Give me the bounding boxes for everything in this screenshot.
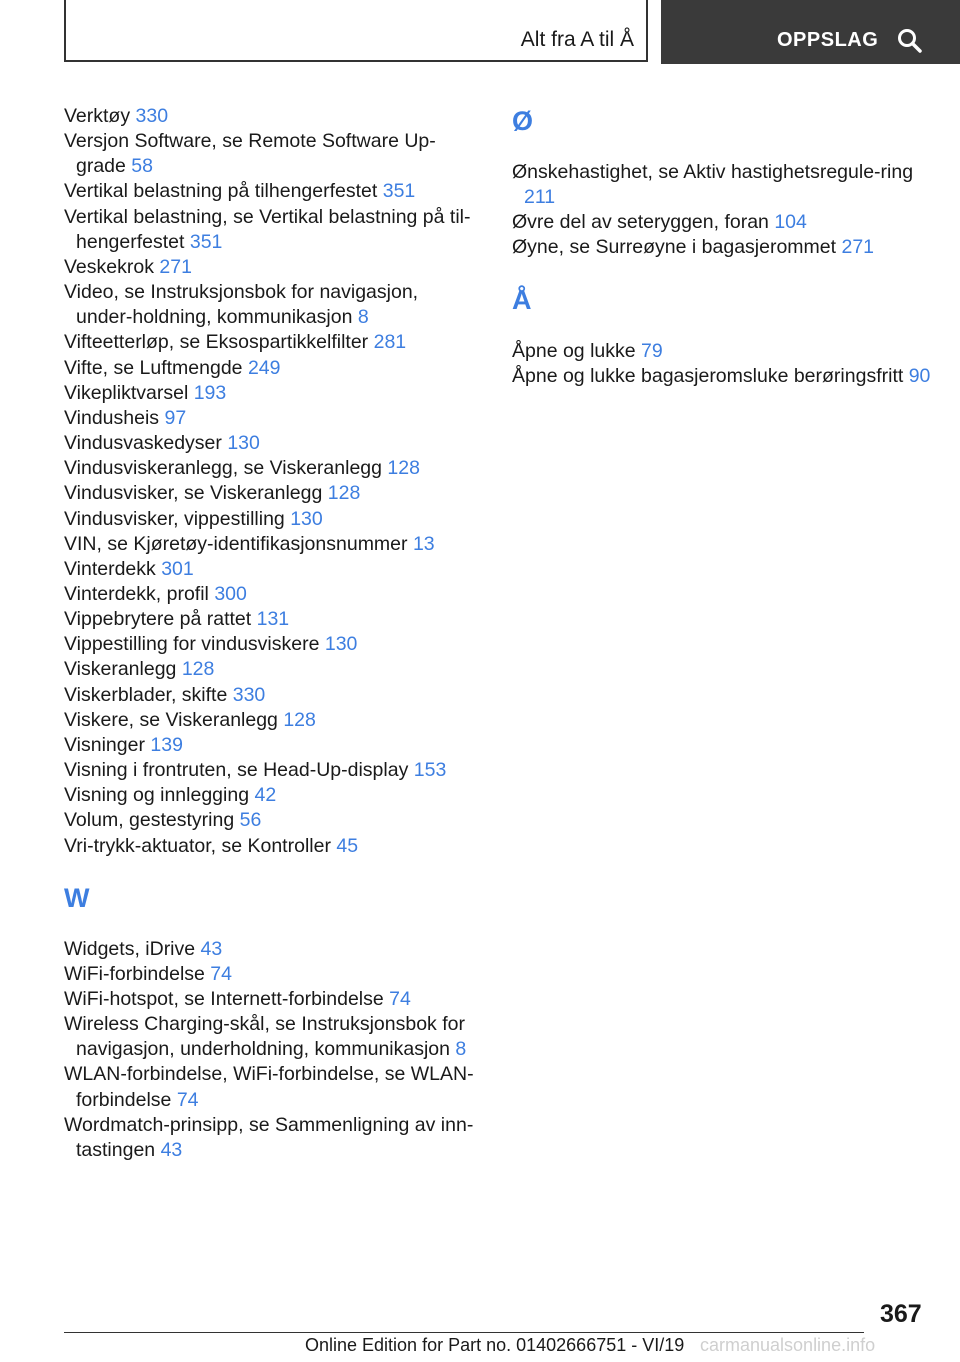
index-group-w (64, 937, 474, 1163)
page-link[interactable]: 74 (210, 962, 232, 985)
entry-term: Video, se Instruksjonsbok for navigasjon, under-holdning, kommunikasjon (64, 281, 419, 329)
page-link[interactable]: 193 (193, 381, 227, 404)
page-link[interactable]: 130 (227, 432, 260, 455)
page-link[interactable]: 74 (176, 1088, 199, 1111)
index-entry (512, 235, 942, 260)
page-link[interactable]: 8 (357, 306, 369, 329)
index-entry (64, 758, 474, 783)
page-link[interactable]: 79 (641, 339, 663, 362)
section-heading-oe: Ø (512, 106, 534, 136)
page-link[interactable]: 153 (413, 759, 447, 782)
entry-term: VIN, se Kjøretøy-identifikasjonsnummer (64, 532, 408, 555)
index-entry (64, 280, 474, 330)
page-link[interactable]: 43 (200, 937, 223, 960)
page-link[interactable]: 8 (455, 1038, 467, 1061)
index-entry (64, 987, 474, 1012)
entry-term: Versjon Software, se Remote Software Up-grade (64, 130, 436, 178)
page-link[interactable]: 42 (254, 784, 277, 807)
index-entry (64, 1062, 474, 1112)
page-link[interactable]: 104 (774, 211, 807, 234)
entry-term: Vippebrytere på rattet (64, 608, 252, 631)
index-entry (64, 431, 474, 456)
index-entry (64, 962, 474, 987)
index-entry (64, 481, 474, 506)
index-entry (64, 657, 474, 682)
entry-term: Viskerblader, skifte (64, 683, 228, 706)
page-link[interactable]: 128 (327, 482, 361, 505)
index-entry (64, 607, 474, 632)
entry-term: Vifteetterløp, se Eksospartikkelfilter (64, 331, 369, 354)
index-entry (64, 582, 474, 607)
index-entry (64, 356, 474, 381)
page-link[interactable]: 139 (150, 733, 183, 756)
index-entry (512, 160, 942, 210)
page-link[interactable]: 281 (373, 331, 407, 354)
index-group-aa (512, 339, 942, 389)
entry-term: Wordmatch-prinsipp, se Sammenligning av inn-tastingen (64, 1113, 474, 1161)
index-entry (64, 330, 474, 355)
page-link[interactable]: 58 (131, 155, 153, 178)
index-entry (64, 1012, 474, 1062)
entry-term: Visninger (64, 733, 145, 756)
entry-term: Viskeranlegg (64, 658, 177, 681)
index-entry (64, 381, 474, 406)
page-link[interactable]: 13 (412, 532, 435, 555)
entry-term: Vindusvisker, vippestilling (64, 507, 285, 530)
entry-term: Åpne og lukke bagasjeromsluke berøringsfritt (512, 364, 904, 387)
index-entry (64, 456, 474, 481)
index-entry (64, 632, 474, 657)
index-entry (64, 937, 474, 962)
entry-term: Visning i frontruten, se Head-Up-display (64, 759, 409, 782)
page-link[interactable]: 271 (841, 236, 875, 259)
index-entry (64, 783, 474, 808)
page-link[interactable]: 131 (256, 608, 290, 631)
page-link[interactable]: 351 (382, 180, 416, 203)
watermark: carmanualsonline.info (700, 1335, 876, 1355)
page-link[interactable]: 351 (189, 230, 223, 253)
index-entry (64, 808, 474, 833)
index-entry (64, 532, 474, 557)
index-entry (64, 507, 474, 532)
entry-term: Vertikal belastning på tilhengerfestet (64, 180, 378, 203)
index-entry (64, 708, 474, 733)
index-entry (512, 339, 942, 364)
entry-term: Widgets, iDrive (64, 937, 196, 960)
page-link[interactable]: 271 (159, 255, 192, 278)
chapter-header (64, 0, 648, 62)
section-tab[interactable] (661, 0, 960, 64)
index-entry (64, 406, 474, 431)
entry-term: Åpne og lukke (512, 339, 636, 362)
entry-term: Øvre del av seteryggen, foran (512, 211, 769, 234)
section-heading-aa: Å (512, 284, 532, 315)
page-link[interactable]: 97 (164, 406, 187, 429)
entry-term: Visning og innlegging (64, 784, 250, 807)
entry-term: Vindusheis (64, 406, 160, 429)
index-column-left (64, 104, 474, 1163)
index-entry (64, 179, 474, 204)
entry-term: Ønskehastighet, se Aktiv hastighetsregule-ring (512, 161, 914, 183)
page-number: 367 (880, 1300, 922, 1328)
page-link[interactable]: 128 (387, 457, 420, 480)
page-link[interactable]: 330 (135, 105, 169, 127)
page-link[interactable]: 211 (524, 186, 556, 209)
index-column-right (512, 104, 942, 389)
index-entry (64, 683, 474, 708)
entry-term: WLAN-forbindelse, WiFi-forbindelse, se WLAN-forbindelse (64, 1063, 474, 1111)
entry-term: Øyne, se Surreøyne i bagasjerommet (512, 236, 837, 259)
page-link[interactable]: 43 (160, 1138, 183, 1161)
search-icon[interactable] (897, 28, 923, 54)
index-entry (64, 557, 474, 582)
page-link[interactable]: 45 (336, 834, 359, 857)
entry-term: Vikepliktvarsel (64, 381, 189, 404)
page-link[interactable]: 130 (290, 507, 323, 530)
entry-term: Verktøy (64, 105, 131, 127)
edition-note: Online Edition for Part no. 01402666751 - VI/19 (305, 1335, 685, 1355)
index-entry (64, 255, 474, 280)
index-group-v (64, 104, 474, 859)
page-link[interactable]: 249 (247, 356, 281, 379)
entry-term: Vertikal belastning, se Vertikal belastning på til-hengerfestet (64, 205, 471, 253)
page-link[interactable]: 128 (181, 658, 215, 681)
entry-term: Vinterdekk (64, 557, 156, 580)
page-link[interactable]: 56 (239, 809, 262, 832)
entry-term: Vindusvaskedyser (64, 432, 222, 455)
index-entry (64, 129, 474, 179)
entry-term: Viskere, se Viskeranlegg (64, 708, 278, 731)
footer-divider (64, 1332, 864, 1333)
page-link[interactable]: 330 (232, 683, 266, 706)
entry-term: Vindusvisker, se Viskeranlegg (64, 482, 323, 505)
entry-term: Vri-trykk-aktuator, se Kontroller (64, 834, 331, 857)
entry-term: Vinterdekk, profil (64, 582, 209, 605)
page-link[interactable]: 74 (389, 988, 411, 1010)
page-link[interactable]: 90 (908, 364, 931, 387)
index-entry (64, 1113, 474, 1163)
page-link[interactable]: 128 (283, 708, 316, 731)
entry-term: Wireless Charging-skål, se Instruksjonsbok for navigasjon, underholdning, kommunikasjon (64, 1013, 465, 1061)
index-entry (64, 205, 474, 255)
chapter-title: Alt fra A til Å (520, 28, 634, 51)
index-entry (512, 364, 942, 389)
page-link[interactable]: 130 (324, 633, 358, 656)
index-entry (64, 733, 474, 758)
index-entry (64, 834, 474, 859)
page-link[interactable]: 301 (161, 557, 194, 580)
entry-term: WiFi-forbindelse (64, 962, 205, 985)
entry-term: Volum, gestestyring (64, 809, 235, 832)
section-label: OPPSLAG (777, 29, 879, 51)
entry-term: Vindusviskeranlegg, se Viskeranlegg (64, 457, 382, 480)
entry-term: Vippestilling for vindusviskere (64, 633, 320, 656)
page-link[interactable]: 300 (214, 582, 247, 605)
entry-term: Veskekrok (64, 255, 154, 278)
index-entry (64, 104, 474, 129)
entry-term: Vifte, se Luftmengde (64, 356, 243, 379)
index-group-oe (512, 160, 942, 261)
section-heading-w: W (64, 882, 90, 913)
entry-term: WiFi-hotspot, se Internett-forbindelse (64, 988, 384, 1010)
index-entry (512, 210, 942, 235)
